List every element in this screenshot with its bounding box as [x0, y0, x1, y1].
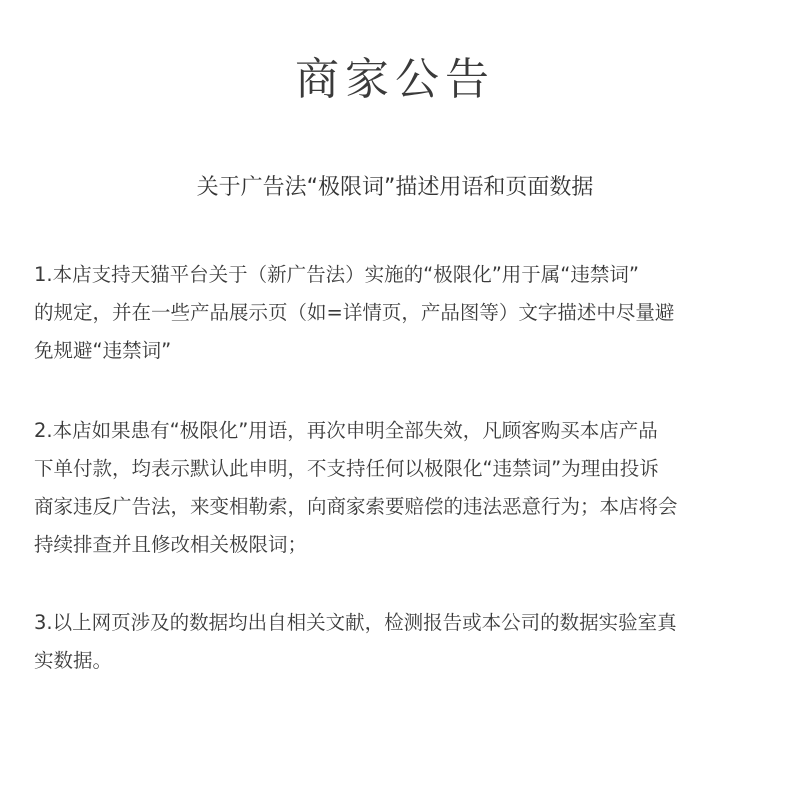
- notice-paragraph-2: [34, 412, 764, 564]
- page-title: 商家公告: [295, 54, 495, 105]
- paragraph-line: 实数据。: [34, 649, 113, 672]
- notice-paragraph-1: [34, 256, 764, 370]
- notice-subtitle: 关于广告法“极限词”描述用语和页面数据: [196, 175, 594, 200]
- paragraph-line: 免规避“违禁词”: [34, 339, 172, 362]
- notice-paragraph-3: [34, 604, 764, 680]
- paragraph-line: 2.本店如果患有“极限化”用语，再次申明全部失效，凡顾客购买本店产品: [34, 419, 658, 442]
- paragraph-line: 1.本店支持天猫平台关于（新广告法）实施的“极限化”用于属“违禁词”: [34, 263, 640, 286]
- paragraph-line: 商家违反广告法，来变相勒索，向商家索要赔偿的违法恶意行为；本店将会: [34, 495, 678, 518]
- paragraph-line: 的规定，并在一些产品展示页（如=详情页，产品图等）文字描述中尽量避: [34, 301, 675, 324]
- paragraph-line: 3.以上网页涉及的数据均出自相关文献，检测报告或本公司的数据实验室真: [34, 611, 677, 634]
- paragraph-line: 下单付款，均表示默认此申明，不支持任何以极限化“违禁词”为理由投诉: [34, 457, 659, 480]
- paragraph-line: 持续排查并且修改相关极限词；: [34, 533, 308, 556]
